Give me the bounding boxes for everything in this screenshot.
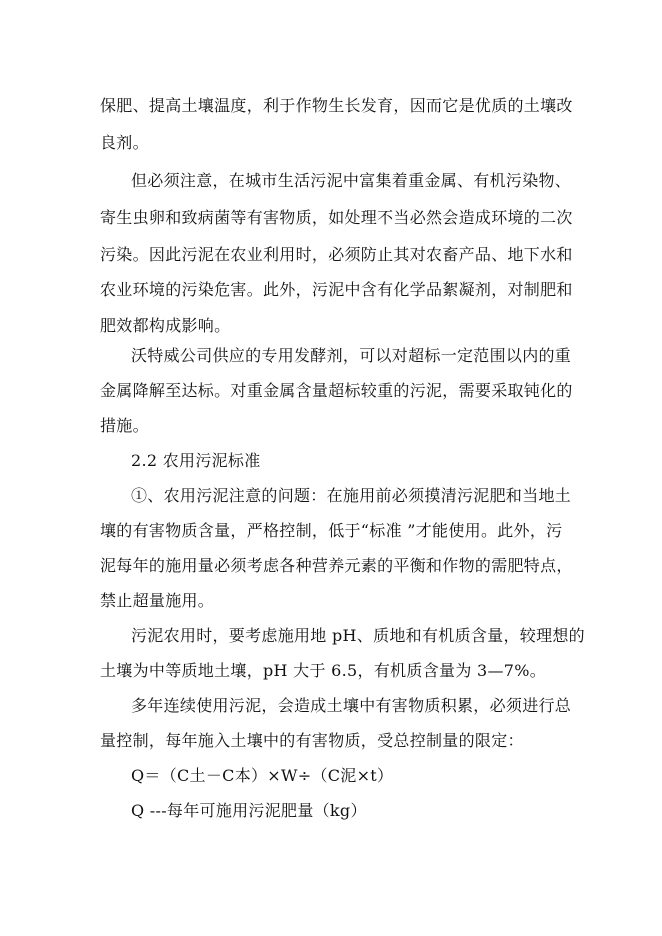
text-line-6: 农业环境的污染危害。此外，污泥中含有化学品絮凝剂，对制肥和	[100, 280, 573, 299]
text-line-19: 量控制，每年施入土壤中的有害物质，受总控制量的限定：	[100, 731, 524, 750]
text-line-2: 良剂。	[100, 133, 149, 152]
text-line-17: 土壤为中等质地土壤，pH 大于 6.5，有机质含量为 3—7%。	[100, 661, 547, 680]
formula-line: Q＝（C土－C本）×W÷（C泥×t）	[131, 766, 394, 785]
text-line-1: 保肥、提高土壤温度，利于作物生长发育，因而它是优质的土壤改	[100, 96, 573, 115]
text-line-7: 肥效都构成影响。	[100, 316, 231, 335]
text-line-8: 沃特威公司供应的专用发酵剂，可以对超标一定范围以内的重	[131, 346, 572, 365]
text-line-3: 但必须注意，在城市生活污泥中富集着重金属、有机污染物、	[131, 171, 572, 190]
text-line-5: 污染。因此污泥在农业利用时，必须防止其对农畜产品、地下水和	[100, 245, 573, 264]
text-line-18: 多年连续使用污泥，会造成土壤中有害物质积累，必须进行总	[131, 696, 572, 715]
section-heading: 2.2 农用污泥标准	[131, 451, 261, 470]
text-line-4: 寄生虫卵和致病菌等有害物质，如处理不当必然会造成环境的二次	[100, 208, 573, 227]
text-line-15: 禁止超量施用。	[100, 591, 215, 610]
text-line-16: 污泥农用时，要考虑施用地 pH、质地和有机质含量，较理想的	[131, 626, 585, 645]
text-line-14: 泥每年的施用量必须考虑各种营养元素的平衡和作物的需肥特点，	[100, 556, 573, 575]
text-line-12: ①、农用污泥注意的问题：在施用前必须摸清污泥肥和当地土	[131, 486, 572, 505]
text-line-9: 金属降解至达标。对重金属含量超标较重的污泥，需要采取钝化的	[100, 381, 573, 400]
text-line-10: 措施。	[100, 416, 149, 435]
text-line-13: 壤的有害物质含量，严格控制，低于“标准 ”才能使用。此外，污	[100, 521, 563, 540]
formula-definition-line: Q ---每年可施用污泥肥量（kg）	[131, 801, 367, 820]
